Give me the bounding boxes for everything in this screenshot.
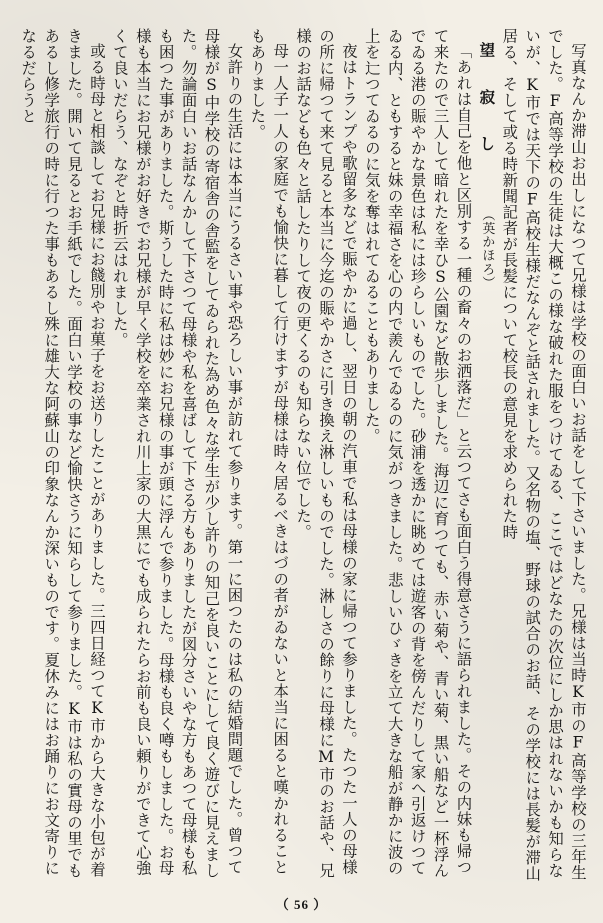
title-line <box>474 28 497 890</box>
page-number: （ 56 ） <box>275 897 328 912</box>
paragraph-4: 母一人子一人の家庭でも愉快に暮して行けますが母様は時々居るべきはづの者がゐないと本当に困ると嘆かれることもありました。 <box>248 28 290 876</box>
vertical-text-body <box>9 28 589 890</box>
paragraph-6: 或る時母と相談してお兄様にお餞別やお菓子をお送りしたことがありました。三四日経つてK市から大きな小包が着きました。開いて見るとお手紙でした。面白い学校の事など愉快さうに知らして参りました。K市は私の實母の里でもあるし修学旅行の時に行つた事もあるし殊に雄大な阿蘇山の印象なんか深いものです。夏休みにはお踊りにお文寄りになるだらうと <box>19 28 106 879</box>
paragraph-5: 女許りの生活には本当にうるさい事や恐ろしい事が訪れて参ります。第一に困つたのは私の結婚問題でした。曾つて母様がS中学校の寄宿舎の舎監をしてゐられた為め色々な学生が少し許りの知己を良いことにして良く遊びに見えました。勿論面白いお話なんかして下さつて母様や私を喜ばして下さる方もありましたが図分さいやな方もあつて母様も私も困つた事がありました。斯うした時に私は妙にお兄様の事が頭に浮んで参りました。母様も良く噂もしました。お母様も本当にお兄様がお好きでお兄様が早く学校を卒業され川上家の大黒にでも成られたらお前も良い頼りができて心強くて良いだらう、なぞと時折云はれました。 <box>110 28 244 879</box>
paragraph-3: 夜はトランプや歌留多などで賑やかに過し、翌日の朝の汽車で私は母様の家に帰つて参りました。たつた一人の母様の所に帰つて来て見ると本当に今迄の賑やかさに引き換え淋しいものでした。淋しさの餘りに母様にM市のお話や、兄様のお話なども色々と話したりして夜の更くるのも知らない位でした。 <box>294 28 358 879</box>
story-author: （英かほろ） <box>479 207 495 290</box>
story-title: 望 寂 し <box>477 42 496 159</box>
paragraph-1: 写真なんか滞山お出しになつて兄様は学校の面白いお話をして下さいました。兄様は当時K市のF高等学校の三年生でした。F高等学校の生徒は大概この様な破れた服をつけてゐる、ここではどなたの次位にしか思はれないかも知らないが、K市では天下のF高校生様だなんぞと話されました。又名物の塩、野球の試合のお話、その学校には長髪が滞山居る、そして或る時新聞記者が長髪について校長の意見を求められた時 <box>500 28 587 882</box>
paragraph-2: 「あれは自己を他と区別する一種の畜々のお洒落だ」と云つてさも面白う得意さうに語られました。その内妹も帰つて来たので三人して暗れたを幸ひS公園など散歩しました。海辺に育つても、赤い菊や、青い菊、黒い船など一杯浮んでゐる港の賑やかな景色は私には珍らしいものでした。砂浦を透かに眺めては遊客の背を傍んだりして家へ引返けつてゐる内、ともすると妹の幸福さを心の内で羨んでゐるのに気がつきました。悲しいひゞきを立て大きな船が静かに波の上を辷つてゐるのに気を奪はれてゐることもありました。 <box>362 28 473 879</box>
